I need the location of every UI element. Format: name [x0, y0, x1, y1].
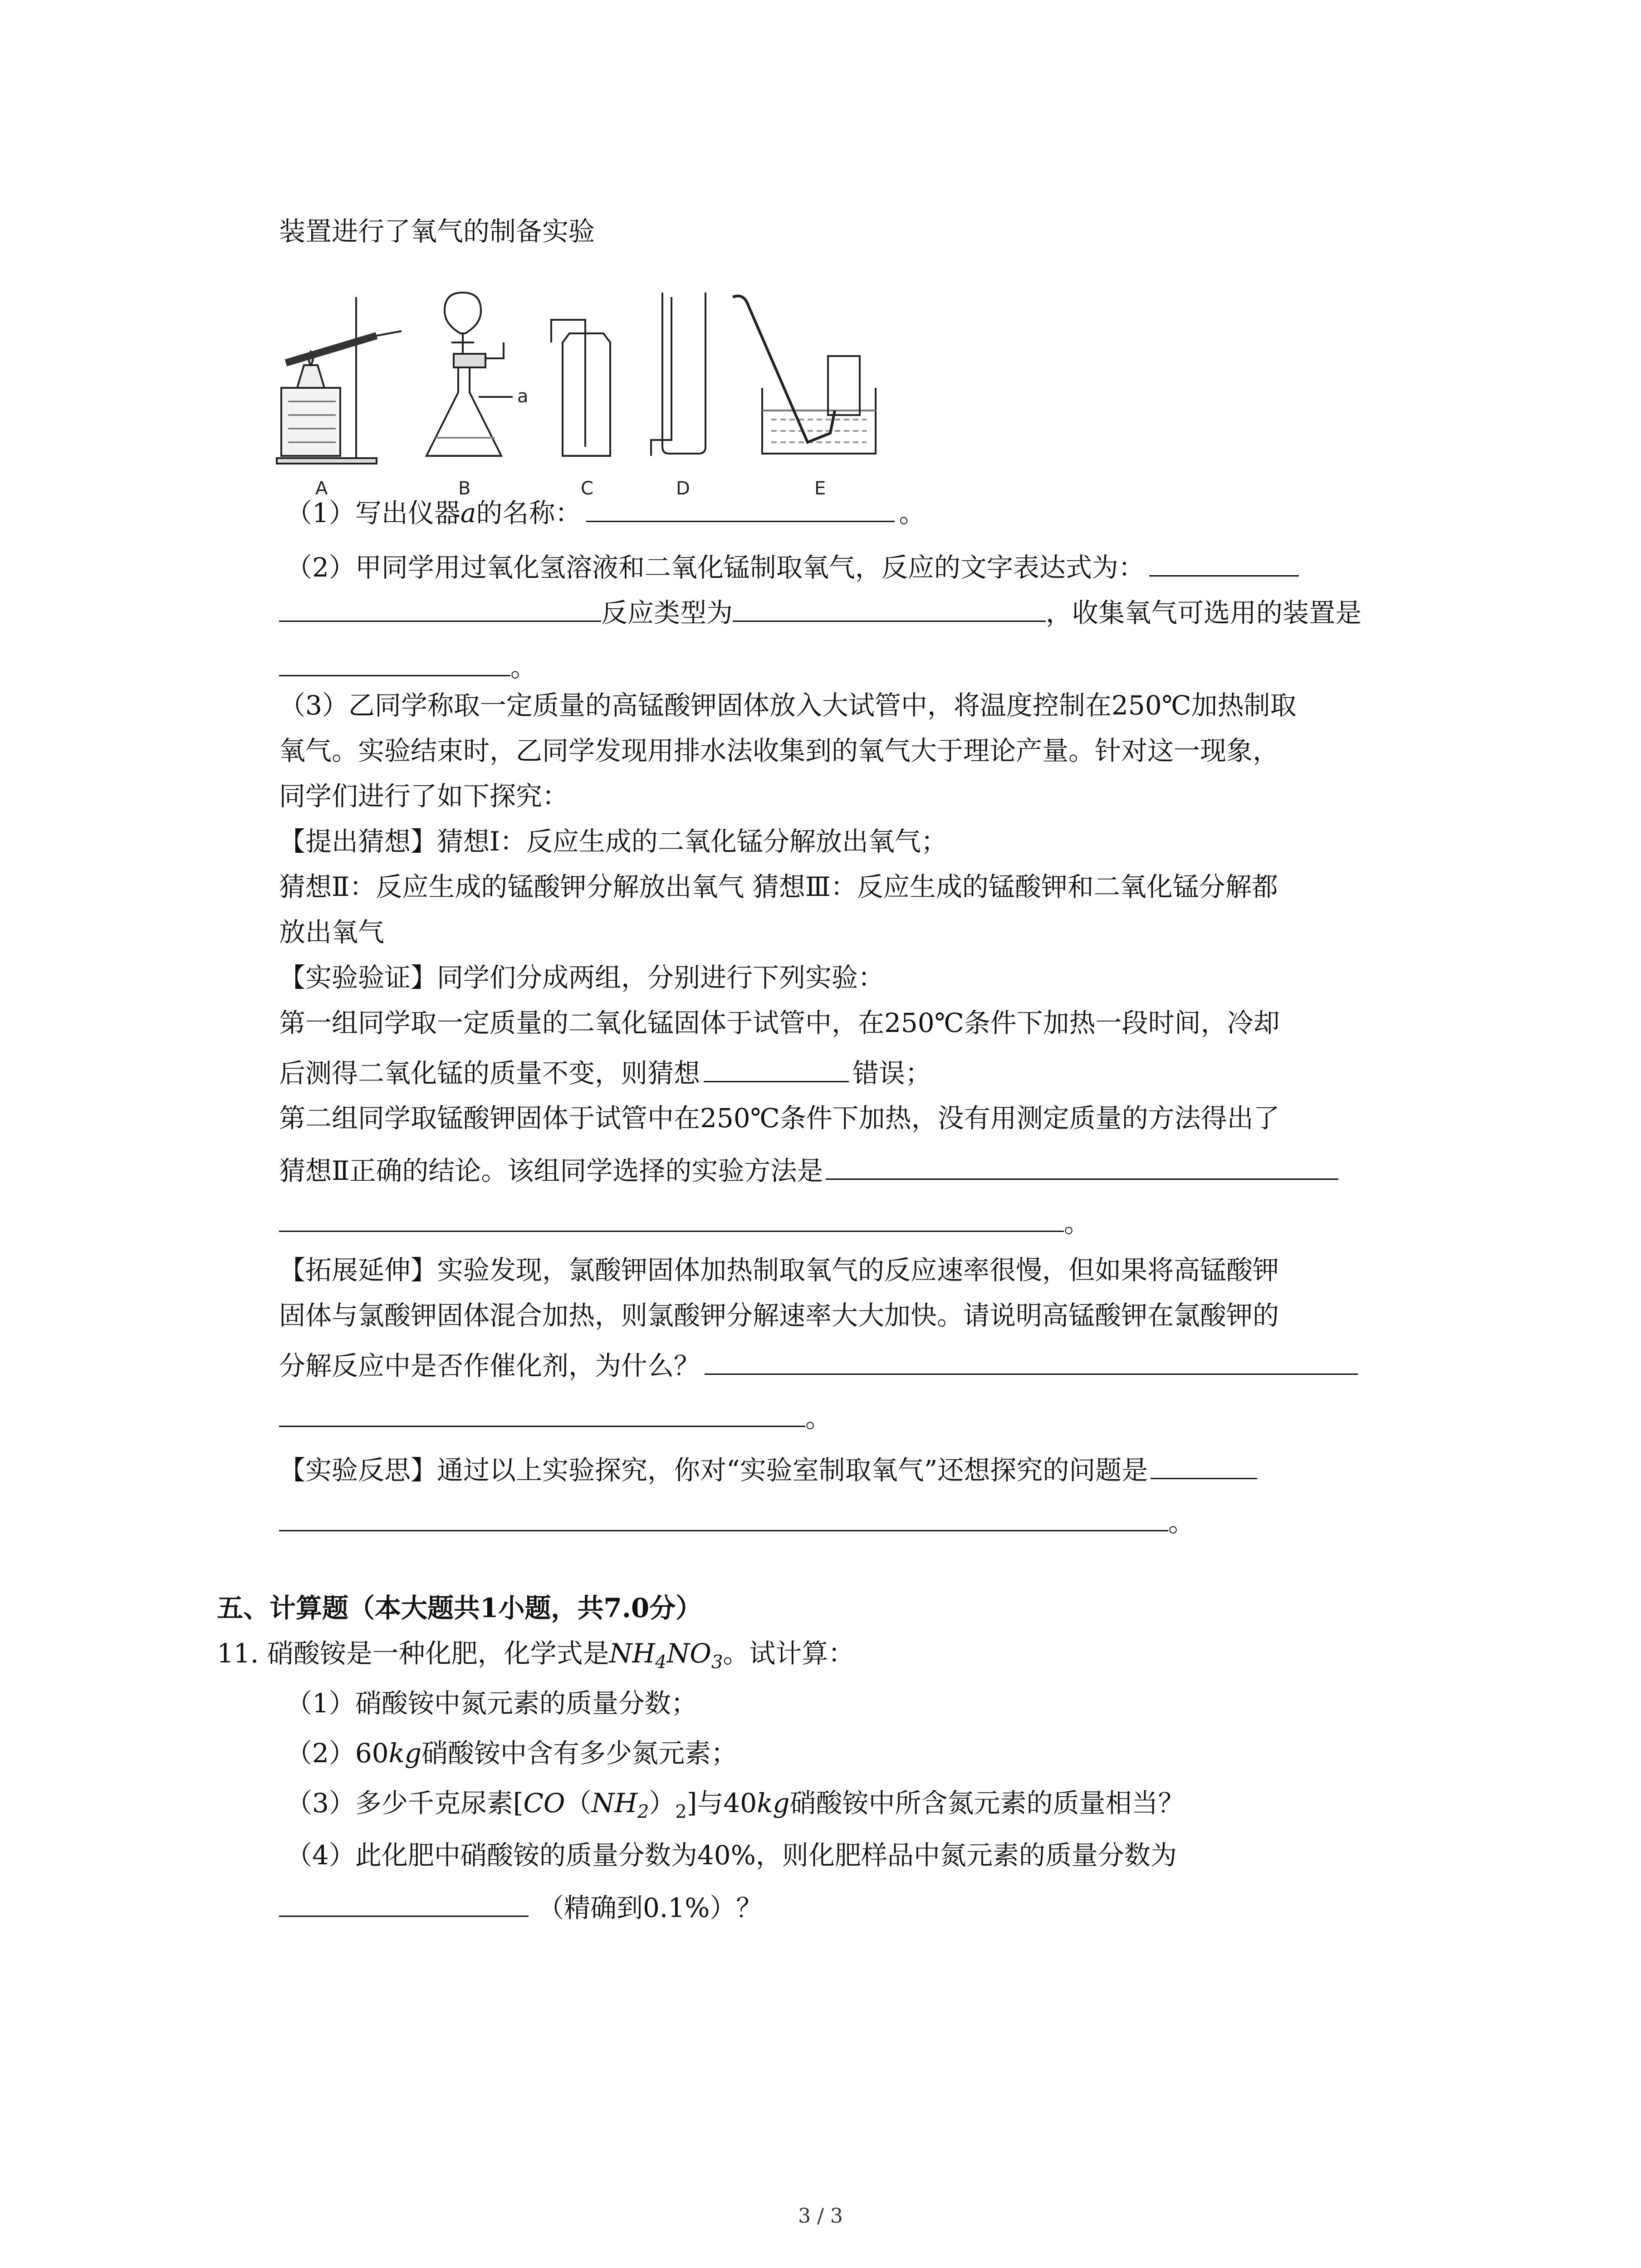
answer-blank-10[interactable] — [279, 1399, 805, 1427]
q11-part2: （2）60kg硝酸铵中含有多少氮元素； — [286, 1738, 738, 1769]
q11-stem: 11. 硝酸铵是一种化肥，化学式是$NH_4NO_3$。试计算： — [217, 1638, 855, 1673]
guess-line1: 【提出猜想】猜想Ⅰ：反应生成的二氧化锰分解放出氧气； — [279, 826, 947, 857]
apparatus-e — [733, 296, 876, 454]
apparatus-figure — [272, 284, 885, 501]
answer-blank-9[interactable] — [705, 1347, 1358, 1375]
label-b: B — [458, 478, 471, 499]
verify-line6: 。 — [279, 1204, 1090, 1241]
answer-blank-8[interactable] — [279, 1204, 1064, 1232]
ext-line3: 分解反应中是否作催化剂，为什么？ — [279, 1347, 1358, 1384]
answer-blank-7[interactable] — [826, 1152, 1338, 1180]
q11-part4-line1: （4）此化肥中硝酸铵的质量分数为40%，则化肥样品中氮元素的质量分数为 — [286, 1840, 1177, 1871]
answer-blank-11[interactable] — [1151, 1452, 1257, 1479]
q10-part3-line1: （3）乙同学称取一定质量的高锰酸钾固体放入大试管中，将温度控制在250℃加热制取 — [279, 690, 1297, 721]
answer-blank-1[interactable] — [586, 494, 895, 522]
q10-part2-line1: （2）甲同学用过氧化氢溶液和二氧化锰制取氧气，反应的文字表达式为： — [286, 549, 1299, 586]
q11-part1: （1）硝酸铵中氮元素的质量分数； — [286, 1688, 697, 1719]
q11-part4-line2: （精确到0.1%）？ — [279, 1889, 762, 1926]
q10-part3-line2: 氧气。实验结束时，乙同学发现用排水法收集到的氧气大于理论产量。针对这一现象， — [279, 735, 1279, 766]
answer-blank-2[interactable] — [1149, 549, 1299, 577]
apparatus-d — [651, 293, 705, 456]
q11-part3: （3）多少千克尿素$[CO(NH_2)_2]$与40kg硝酸铵中所含氮元素的质量相当？ — [286, 1788, 1185, 1823]
verify-line5: 猜想Ⅱ正确的结论。该组同学选择的实验方法是 — [279, 1152, 1338, 1189]
section5-title: 五、计算题（本大题共1小题，共7.0分） — [217, 1593, 702, 1623]
apparatus-c — [551, 320, 610, 456]
q10-part2-line2: 反应类型为 ，收集氧气可选用的装置是 — [279, 594, 1362, 631]
ext-line4: 。 — [279, 1399, 832, 1436]
answer-blank-5[interactable] — [279, 649, 510, 676]
apparatus-b — [426, 293, 529, 456]
q10-part3-line3: 同学们进行了如下探究： — [279, 781, 569, 811]
verify-line1: 【实验验证】同学们分成两组，分别进行下列实验： — [279, 962, 885, 993]
apparatus-a — [277, 297, 402, 464]
answer-blank-13[interactable] — [279, 1889, 529, 1917]
q10-part1: （1）写出仪器a的名称： 。 — [286, 494, 926, 531]
answer-blank-6[interactable] — [704, 1055, 849, 1082]
label-c: C — [581, 478, 593, 499]
guess-line3: 放出氧气 — [279, 917, 385, 948]
page-number: 3 / 3 — [798, 2204, 843, 2228]
answer-blank-12[interactable] — [279, 1504, 1168, 1531]
label-d: D — [676, 478, 690, 499]
ext-line1: 【拓展延伸】实验发现，氯酸钾固体加热制取氧气的反应速率很慢，但如果将高锰酸钾 — [279, 1255, 1279, 1286]
verify-line2: 第一组同学取一定质量的二氧化锰固体于试管中，在250℃条件下加热一段时间，冷却 — [279, 1007, 1280, 1038]
verify-line4: 第二组同学取锰酸钾固体于试管中在250℃条件下加热，没有用测定质量的方法得出了 — [279, 1103, 1280, 1134]
refl-line2: 。 — [279, 1504, 1195, 1540]
answer-blank-4[interactable] — [733, 594, 1046, 622]
intro-text: 装置进行了氧气的制备实验 — [279, 216, 595, 247]
ext-line2: 固体与氯酸钾固体混合加热，则氯酸钾分解速率大大加快。请说明高锰酸钾在氯酸钾的 — [279, 1300, 1279, 1331]
verify-line3: 后测得二氧化锰的质量不变，则猜想 错误； — [279, 1055, 931, 1091]
instrument-a-label: a — [517, 386, 529, 407]
answer-blank-3[interactable] — [279, 594, 601, 622]
label-e: E — [814, 478, 826, 499]
refl-line1: 【实验反思】通过以上实验探究，你对“实验室制取氧气”还想探究的问题是 — [279, 1452, 1257, 1488]
guess-line2: 猜想Ⅱ：反应生成的锰酸钾分解放出氧气 猜想Ⅲ：反应生成的锰酸钾和二氧化锰分解都 — [279, 871, 1278, 902]
label-a: A — [315, 478, 328, 499]
q10-part2-line3: 。 — [279, 649, 537, 685]
